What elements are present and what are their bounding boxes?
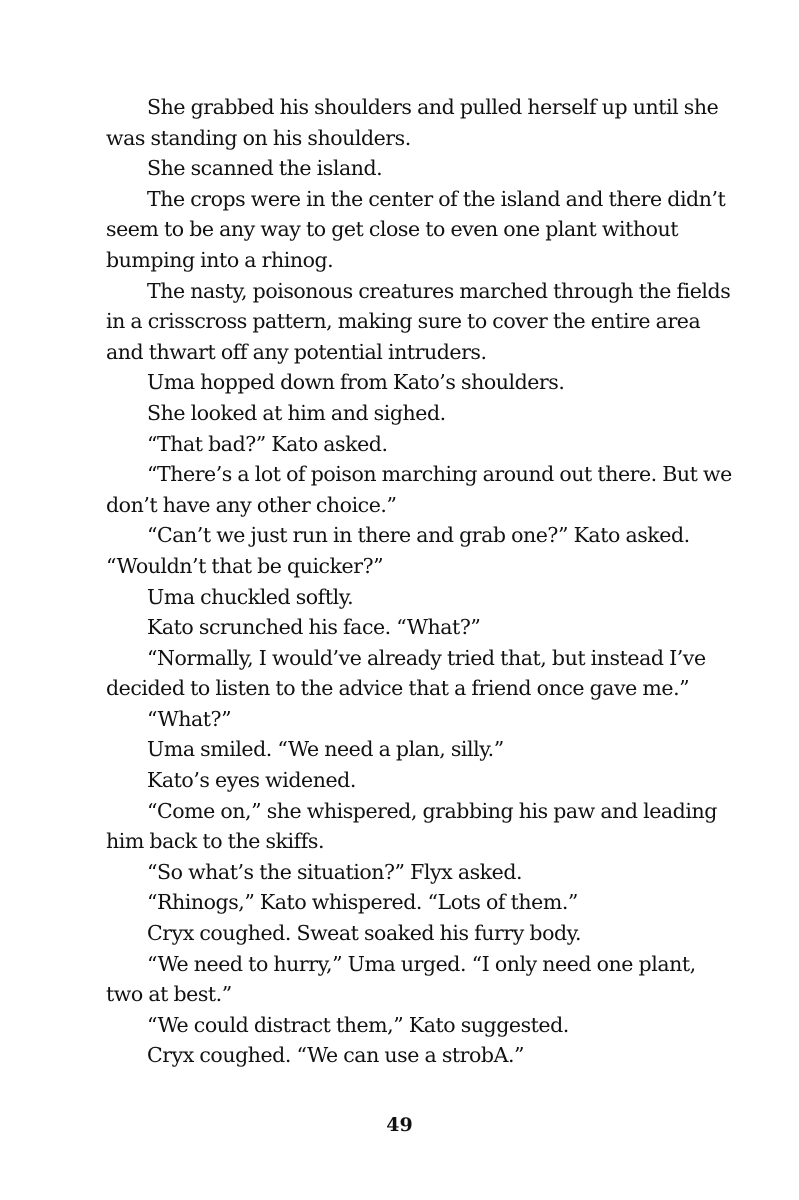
paragraph: “We could distract them,” Kato suggested.: [147, 1012, 569, 1037]
paragraph: “Come on,” she whispered, grabbing his paw and leading him back to the skiffs.: [106, 798, 717, 854]
paragraph: “So what’s the situation?” Flyx asked.: [147, 859, 523, 884]
paragraph: Cryx coughed. Sweat soaked his furry body.: [147, 921, 582, 946]
paragraph: She looked at him and sighed.: [147, 400, 446, 425]
body-text: [106, 92, 736, 1071]
page-number: 49: [386, 1114, 413, 1136]
paragraph: “We need to hurry,” Uma urged. “I only need one plant, two at best.”: [106, 951, 696, 1007]
paragraph: Uma smiled. “We need a plan, silly.”: [147, 737, 504, 762]
paragraph: “Rhinogs,” Kato whispered. “Lots of them.”: [147, 890, 578, 915]
paragraph: Kato’s eyes widened.: [147, 768, 356, 793]
paragraph: “Normally, I would’ve already tried that, but instead I’ve decided to listen to the advice that a friend once gave me.”: [106, 645, 706, 701]
paragraph: Cryx coughed. “We can use a strobA.”: [147, 1043, 525, 1068]
paragraph: “There’s a lot of poison marching around out there. But we don’t have any other choice.”: [106, 462, 732, 517]
paragraph: Uma hopped down from Kato’s shoulders.: [147, 370, 565, 395]
paragraph: “That bad?” Kato asked.: [147, 431, 388, 456]
paragraph: Kato scrunched his face. “What?”: [147, 615, 481, 640]
paragraph: “What?”: [147, 706, 232, 731]
paragraph: She grabbed his shoulders and pulled herself up until she was standing on his shoulders.: [106, 95, 719, 150]
paragraph: The crops were in the center of the island and there didn’t seem to be any way to get close to even one plant without bumping into a rhinog.: [106, 186, 726, 272]
paragraph: She scanned the island.: [147, 156, 383, 181]
paragraph: The nasty, poisonous creatures marched through the fields in a crisscross pattern, making sure to cover the entire area and thwart off any potential intruders.: [106, 278, 731, 364]
paragraph: Uma chuckled softly.: [147, 584, 354, 609]
paragraph: “Can’t we just run in there and grab one?” Kato asked. “Wouldn’t that be quicker?”: [106, 523, 690, 578]
